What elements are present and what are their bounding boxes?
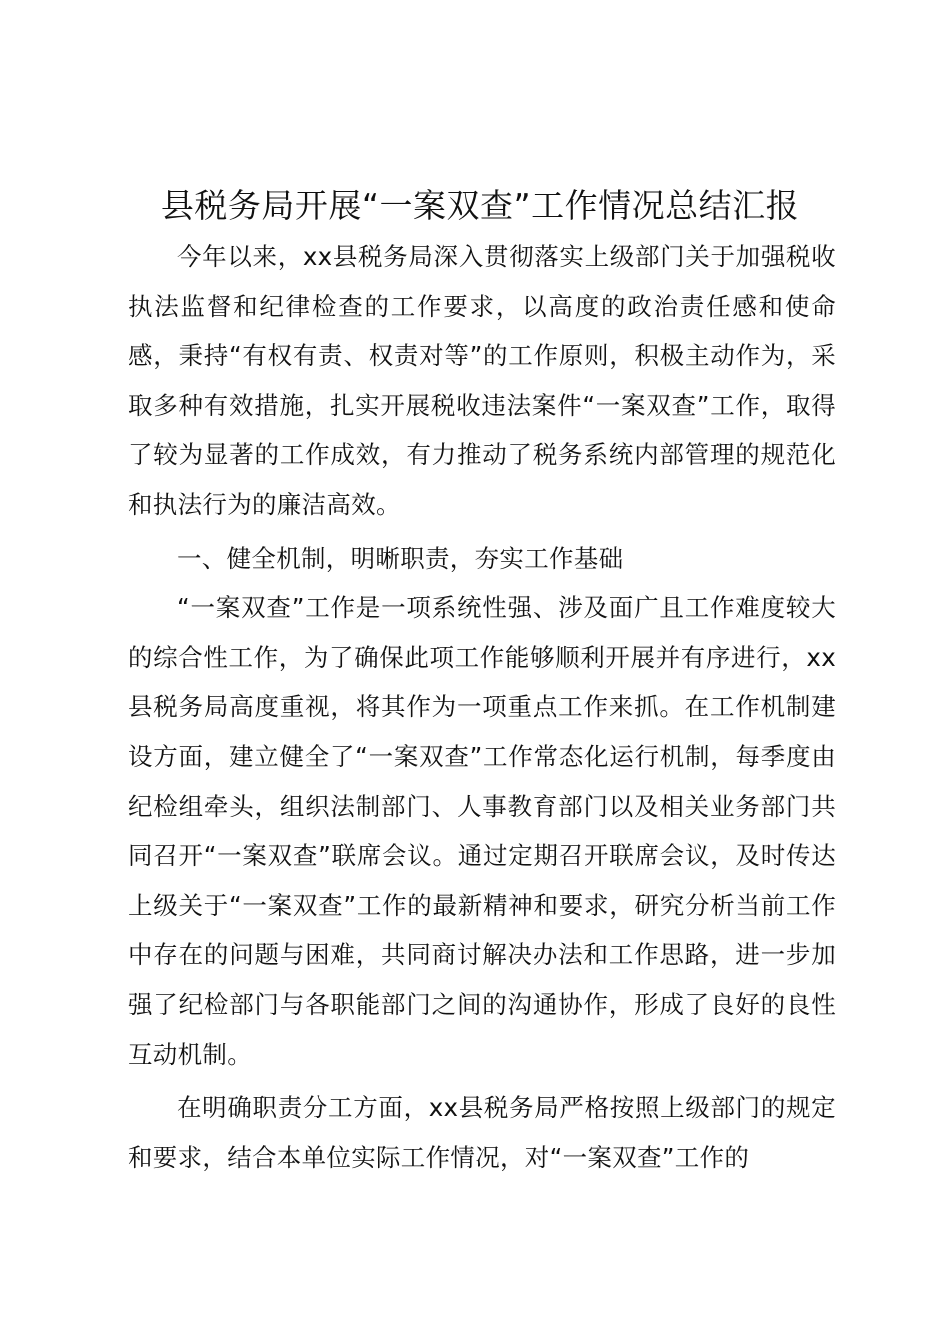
intro-paragraph: 今年以来，xx县税务局深入贯彻落实上级部门关于加强税收执法监督和纪律检查的工作要求，以高度的政治责任感和使命感，秉持“有权有责、权责对等”的工作原则，积极主动作为，采取多种有效措施，扎实开展税收违法案件“一案双查”工作，取得了较为显著的工作成效，有力推动了税务系统内部管理的规范化和执法行为的廉洁高效。 [128,242,836,519]
document-body [128,232,836,1182]
document-title: 县税务局开展“一案双查”工作情况总结汇报 [160,186,800,225]
section-1-paragraph-1: “一案双查”工作是一项系统性强、涉及面广且工作难度较大的综合性工作，为了确保此项工作能够顺利开展并有序进行，xx县税务局高度重视，将其作为一项重点工作来抓。在工作机制建设方面，建立健全了“一案双查”工作常态化运行机制，每季度由纪检组牵头，组织法制部门、人事教育部门以及相关业务部门共同召开“一案双查”联席会议。通过定期召开联席会议，及时传达上级关于“一案双查”工作的最新精神和要求，研究分析当前工作中存在的问题与困难，共同商讨解决办法和工作思路，进一步加强了纪检部门与各职能部门之间的沟通协作，形成了良好的良性互动机制。 [128,593,836,1069]
section-1-paragraph-2: 在明确职责分工方面，xx县税务局严格按照上级部门的规定和要求，结合本单位实际工作情况，对“一案双查”工作的 [128,1093,836,1172]
section-1-heading: 一、健全机制，明晰职责，夯实工作基础 [177,543,624,573]
